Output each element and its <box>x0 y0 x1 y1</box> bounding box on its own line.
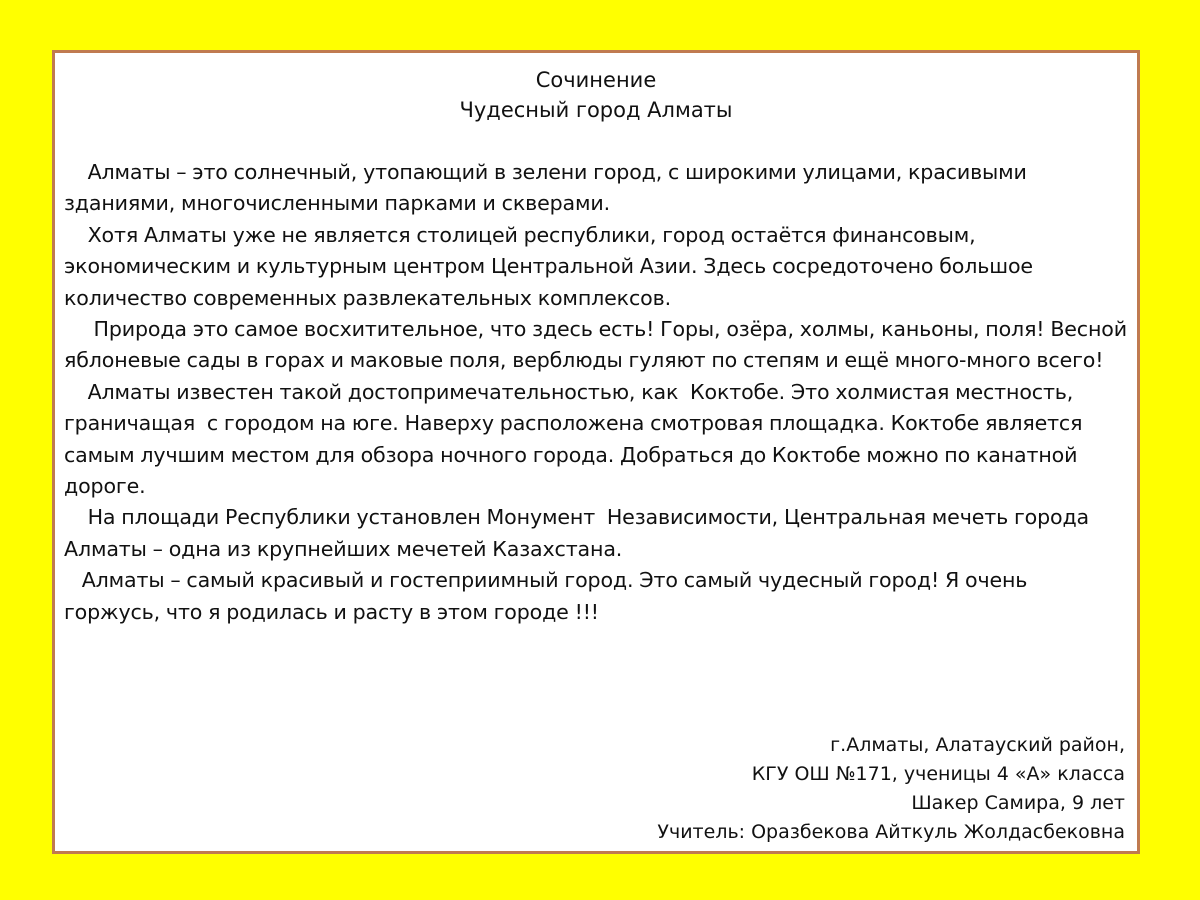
essay-paragraph-1: Алматы – это солнечный, утопающий в зелени город, с широкими улицами, красивыми зданиями, многочисленными парками и скверами. <box>64 160 1033 216</box>
essay-paragraph-4: Алматы известен такой достопримечательностью, как Коктобе. Это холмистая местность, граничащая с городом на юге. Наверху расположена смотровая площадка. Коктобе является самым лучшим местом для обзора ночного города. Добраться до Коктобе можно по канатной дороге. <box>64 379 1089 499</box>
signature-location: г.Алматы, Алатауский район, <box>830 734 1125 756</box>
author-signature-block <box>657 731 1125 847</box>
essay-title: Чудесный город Алматы <box>459 98 733 122</box>
signature-author: Шакер Самира, 9 лет <box>911 792 1125 814</box>
essay-paragraph-3: Природа это самое восхитительное, что здесь есть! Горы, озёра, холмы, каньоны, поля! Весной яблоневые сады в горах и маковые поля, верблюды гуляют по степям и ещё много-много всего! <box>64 317 1133 373</box>
signature-teacher: Учитель: Оразбекова Айткуль Жолдасбековна <box>657 821 1125 843</box>
essay-body <box>64 157 1133 628</box>
essay-paragraph-5: На площади Республики установлен Монумент Независимости, Центральная мечеть города Алматы – одна из крупнейших мечетей Казахстана. <box>64 505 1095 561</box>
signature-school: КГУ ОШ №171, ученицы 4 «А» класса <box>751 763 1125 785</box>
essay-genre: Сочинение <box>535 68 657 92</box>
essay-heading <box>55 65 1137 125</box>
essay-paragraph-2: Хотя Алматы уже не является столицей республики, город остаётся финансовым, экономическим и культурным центром Центральной Азии. Здесь сосредоточено большое количество современных развлекательных комплексов. <box>64 222 1039 310</box>
essay-paragraph-6: Алматы – самый красивый и гостеприимный город. Это самый чудесный город! Я очень горжусь, что я родилась и расту в этом городе !!! <box>64 568 1034 624</box>
essay-sheet <box>52 50 1140 854</box>
